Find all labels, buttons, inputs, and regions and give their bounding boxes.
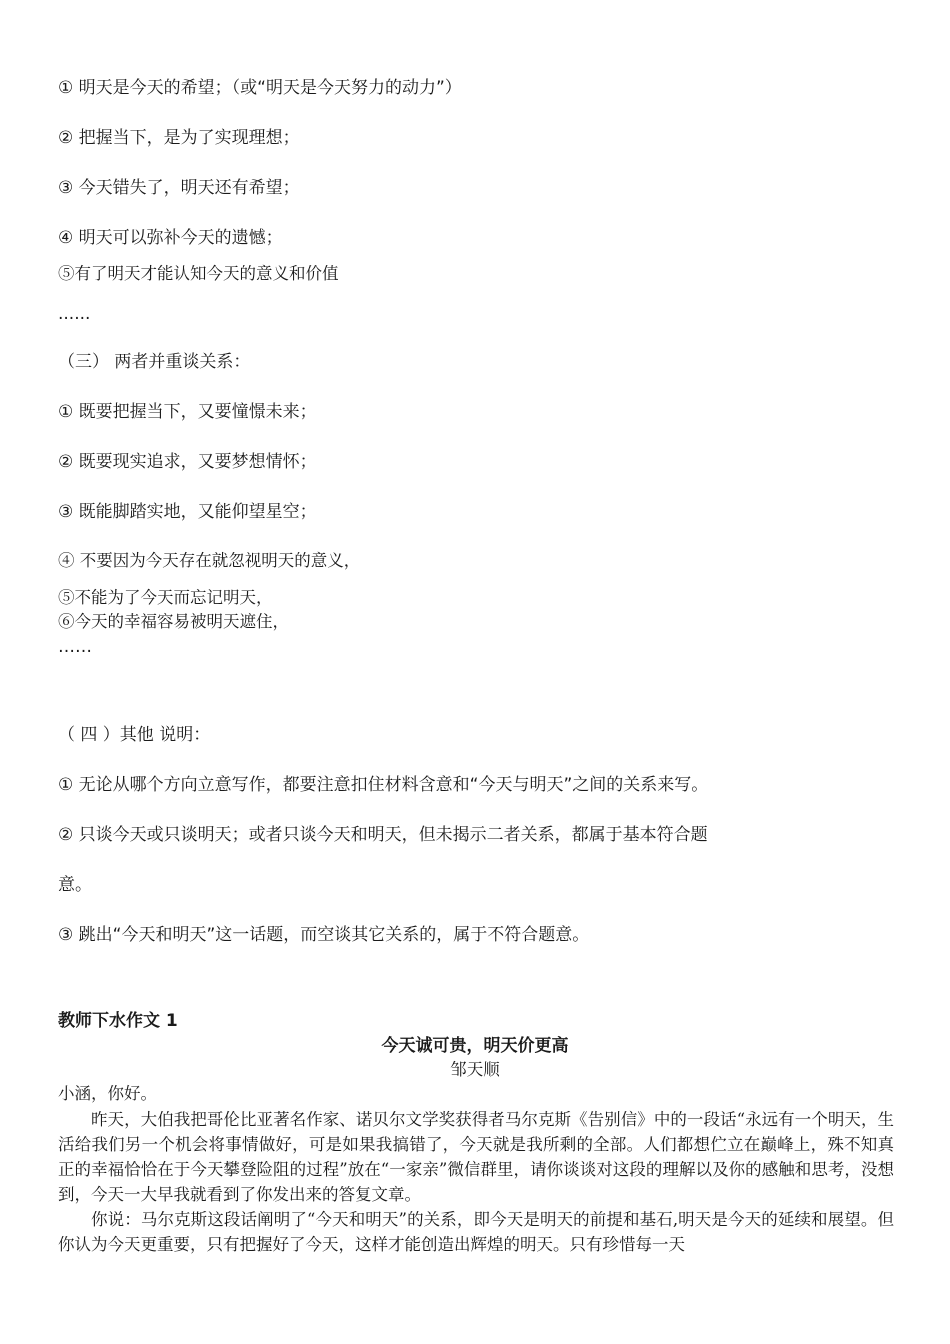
list-item: ⑥今天的幸福容易被明天遮住，: [58, 612, 289, 631]
list-item: ② 把握当下，是为了实现理想；: [58, 128, 300, 148]
essay-label: 教师下水作文 1: [58, 1011, 178, 1031]
list-item: ② 只谈今天或只谈明天；或者只谈今天和明天，但未揭示二者关系，都属于基本符合题: [58, 825, 708, 845]
list-item: ② 既要现实追求，又要梦想情怀；: [58, 452, 317, 472]
essay-paragraph: 你说：马尔克斯这段话阐明了“今天和明天”的关系，即今天是明天的前提和基石,明天是今天的延续和展望。但你认为今天更重要，只有把握好了今天，这样才能创造出辉煌的明天。只有珍惜每一天: [58, 1210, 894, 1254]
essay-paragraph: 昨天，大伯我把哥伦比亚著名作家、诺贝尔文学奖获得者马尔克斯《告别信》中的一段话“永远有一个明天，生活给我们另一个机会将事情做好，可是如果我搞错了，今天就是我所剩的全部。人们都想伫立在巅峰上，殊不知真正的幸福恰恰在于今天攀登险阻的过程”放在“一家亲”微信群里，请你谈谈对这段的理解以及你的感触和思考，没想到，今天一大早我就看到了你发出来的答复文章。: [58, 1110, 894, 1204]
list-item: ③ 跳出“今天和明天”这一话题，而空谈其它关系的，属于不符合题意。: [58, 925, 590, 945]
list-item: ④ 不要因为今天存在就忽视明天的意义，: [58, 551, 361, 570]
list-item: ③ 今天错失了，明天还有希望；: [58, 178, 300, 198]
list-item: ⑤有了明天才能认知今天的意义和价值: [58, 264, 339, 283]
list-item: ⑤不能为了今天而忘记明天，: [58, 588, 273, 607]
list-item-continuation: 意。: [58, 875, 92, 895]
section-heading: （ 四 ）其他 说明：: [58, 725, 211, 745]
ellipsis: ……: [58, 637, 92, 657]
list-item: ① 明天是今天的希望；（或“明天是今天努力的动力”）: [58, 78, 462, 98]
essay-title: 今天诚可贵，明天价更高: [381, 1036, 569, 1056]
essay-greeting: 小涵，你好。: [58, 1084, 157, 1103]
section-heading: （三） 两者并重谈关系：: [58, 352, 251, 372]
ellipsis: ......: [58, 304, 91, 324]
list-item: ① 既要把握当下，又要憧憬未来；: [58, 402, 317, 422]
list-item: ③ 既能脚踏实地，又能仰望星空；: [58, 502, 317, 522]
list-item: ① 无论从哪个方向立意写作，都要注意扣住材料含意和“今天与明天”之间的关系来写。: [58, 775, 709, 795]
essay-author: 邹天顺: [450, 1060, 500, 1079]
list-item: ④ 明天可以弥补今天的遗憾；: [58, 228, 283, 248]
